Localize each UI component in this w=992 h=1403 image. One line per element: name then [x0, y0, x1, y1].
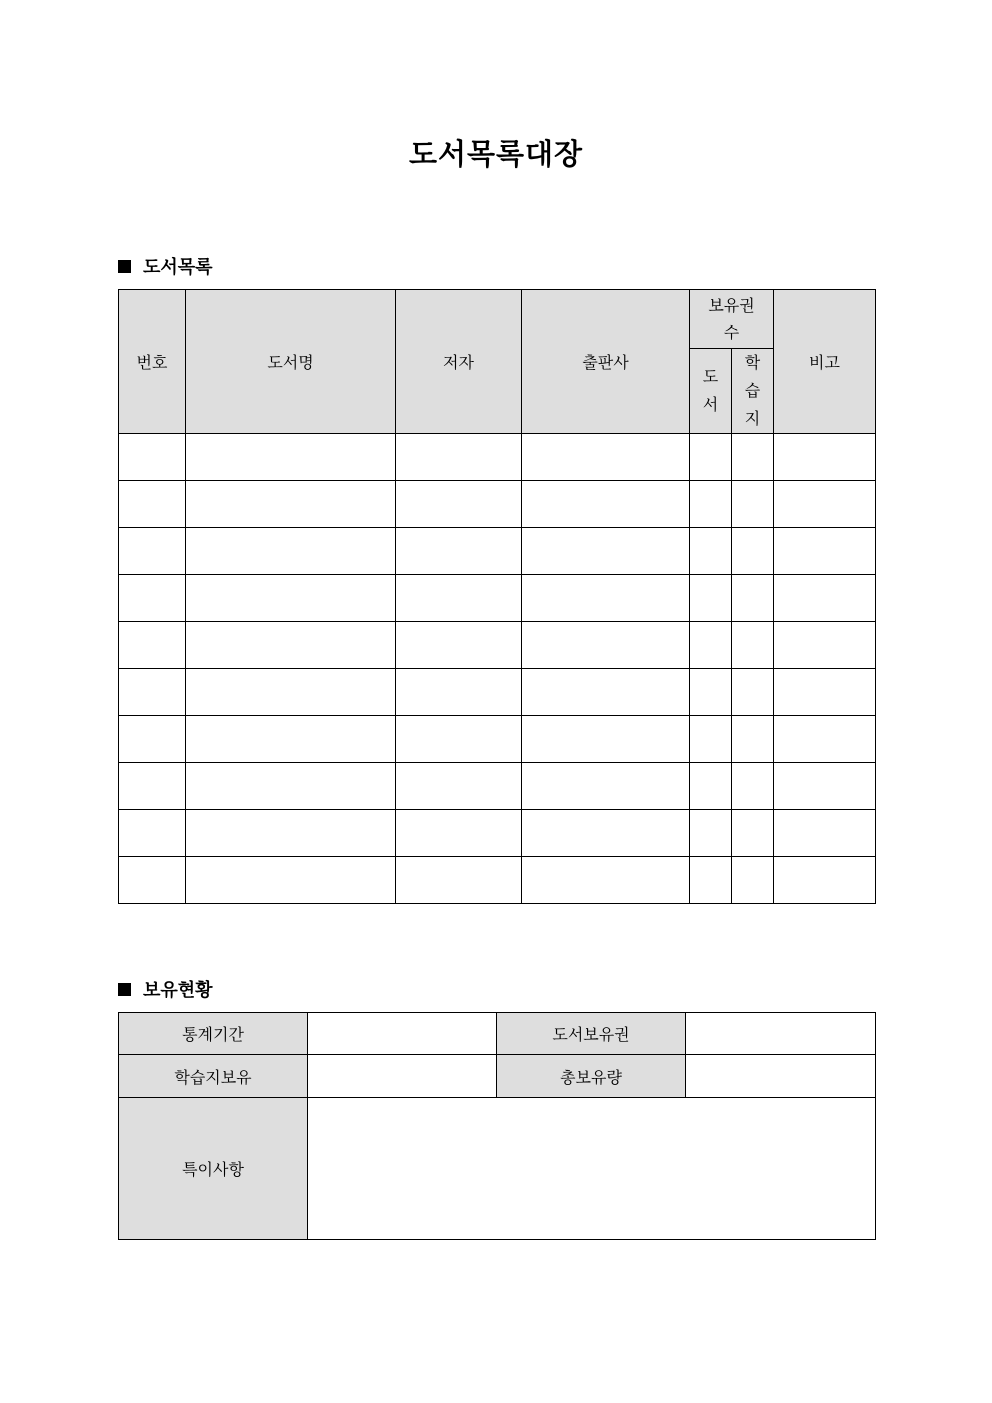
cell-remarks[interactable] [774, 575, 876, 622]
header-workbooks-char: 학 [744, 353, 761, 372]
cell-number[interactable] [119, 528, 186, 575]
header-holdings-count [690, 290, 774, 349]
header-holdings-line2: 수 [723, 323, 740, 342]
cell-remarks[interactable] [774, 716, 876, 763]
cell-publisher[interactable] [522, 810, 690, 857]
cell-books[interactable] [690, 481, 732, 528]
header-books-char: 도 [702, 367, 719, 386]
cell-remarks[interactable] [774, 669, 876, 716]
holding-status-table [118, 1012, 876, 1240]
cell-books[interactable] [690, 810, 732, 857]
header-workbooks-char: 습 [744, 381, 761, 400]
cell-author[interactable] [396, 528, 522, 575]
cell-book-name[interactable] [186, 810, 396, 857]
cell-books[interactable] [690, 434, 732, 481]
header-author: 저자 [396, 290, 522, 434]
label-total-holdings: 총보유량 [497, 1055, 686, 1098]
cell-book-name[interactable] [186, 857, 396, 904]
cell-number[interactable] [119, 481, 186, 528]
cell-number[interactable] [119, 434, 186, 481]
holding-status-heading [118, 976, 213, 1002]
cell-number[interactable] [119, 669, 186, 716]
cell-author[interactable] [396, 434, 522, 481]
cell-books[interactable] [690, 857, 732, 904]
table-row [119, 481, 876, 528]
label-stat-period: 통계기간 [119, 1013, 308, 1055]
cell-book-name[interactable] [186, 434, 396, 481]
value-total-holdings[interactable] [686, 1055, 876, 1098]
header-workbooks-char: 지 [744, 409, 761, 428]
cell-number[interactable] [119, 575, 186, 622]
table-row [119, 763, 876, 810]
header-workbooks [732, 349, 774, 434]
cell-publisher[interactable] [522, 622, 690, 669]
document-title: 도서목록대장 [408, 137, 584, 171]
cell-number[interactable] [119, 622, 186, 669]
cell-publisher[interactable] [522, 575, 690, 622]
table-row [119, 857, 876, 904]
label-notes: 특이사항 [119, 1098, 308, 1240]
cell-publisher[interactable] [522, 434, 690, 481]
header-remarks: 비고 [774, 290, 876, 434]
cell-book-name[interactable] [186, 622, 396, 669]
cell-workbooks[interactable] [732, 857, 774, 904]
label-workbook-holdings: 학습지보유 [119, 1055, 308, 1098]
cell-author[interactable] [396, 669, 522, 716]
book-list-heading [118, 253, 213, 279]
cell-author[interactable] [396, 857, 522, 904]
cell-books[interactable] [690, 622, 732, 669]
cell-books[interactable] [690, 669, 732, 716]
value-book-holdings[interactable] [686, 1013, 876, 1055]
cell-book-name[interactable] [186, 528, 396, 575]
cell-number[interactable] [119, 763, 186, 810]
cell-remarks[interactable] [774, 810, 876, 857]
cell-book-name[interactable] [186, 481, 396, 528]
cell-number[interactable] [119, 857, 186, 904]
cell-book-name[interactable] [186, 669, 396, 716]
cell-remarks[interactable] [774, 481, 876, 528]
cell-workbooks[interactable] [732, 575, 774, 622]
cell-remarks[interactable] [774, 857, 876, 904]
table-row [119, 622, 876, 669]
cell-book-name[interactable] [186, 575, 396, 622]
cell-author[interactable] [396, 481, 522, 528]
value-stat-period[interactable] [308, 1013, 497, 1055]
cell-publisher[interactable] [522, 857, 690, 904]
cell-author[interactable] [396, 810, 522, 857]
cell-book-name[interactable] [186, 763, 396, 810]
header-books-char: 서 [702, 395, 719, 414]
cell-books[interactable] [690, 763, 732, 810]
cell-workbooks[interactable] [732, 669, 774, 716]
square-bullet-icon [118, 983, 131, 996]
cell-publisher[interactable] [522, 716, 690, 763]
header-books [690, 349, 732, 434]
cell-workbooks[interactable] [732, 622, 774, 669]
cell-remarks[interactable] [774, 763, 876, 810]
value-notes[interactable] [308, 1098, 876, 1240]
cell-books[interactable] [690, 716, 732, 763]
cell-author[interactable] [396, 575, 522, 622]
cell-books[interactable] [690, 528, 732, 575]
value-workbook-holdings[interactable] [308, 1055, 497, 1098]
header-holdings-line1: 보유권 [708, 296, 755, 315]
table-row [119, 669, 876, 716]
cell-number[interactable] [119, 716, 186, 763]
cell-workbooks[interactable] [732, 763, 774, 810]
label-book-holdings: 도서보유권 [497, 1013, 686, 1055]
cell-remarks[interactable] [774, 528, 876, 575]
cell-workbooks[interactable] [732, 528, 774, 575]
header-publisher: 출판사 [522, 290, 690, 434]
table-row [119, 810, 876, 857]
square-bullet-icon [118, 260, 131, 273]
table-row [119, 434, 876, 481]
header-book-name: 도서명 [186, 290, 396, 434]
cell-publisher[interactable] [522, 528, 690, 575]
cell-publisher[interactable] [522, 763, 690, 810]
table-row [119, 575, 876, 622]
cell-workbooks[interactable] [732, 810, 774, 857]
cell-author[interactable] [396, 622, 522, 669]
cell-author[interactable] [396, 716, 522, 763]
holding-status-heading-text: 보유현황 [143, 980, 213, 1001]
cell-books[interactable] [690, 575, 732, 622]
cell-remarks[interactable] [774, 434, 876, 481]
cell-remarks[interactable] [774, 622, 876, 669]
book-rows [119, 434, 876, 904]
cell-publisher[interactable] [522, 669, 690, 716]
cell-workbooks[interactable] [732, 716, 774, 763]
cell-number[interactable] [119, 810, 186, 857]
cell-author[interactable] [396, 763, 522, 810]
book-list-heading-text: 도서목록 [143, 257, 213, 278]
cell-workbooks[interactable] [732, 434, 774, 481]
cell-publisher[interactable] [522, 481, 690, 528]
table-row [119, 528, 876, 575]
header-number: 번호 [119, 290, 186, 434]
book-list-table [118, 289, 876, 904]
table-row [119, 716, 876, 763]
cell-book-name[interactable] [186, 716, 396, 763]
cell-workbooks[interactable] [732, 481, 774, 528]
